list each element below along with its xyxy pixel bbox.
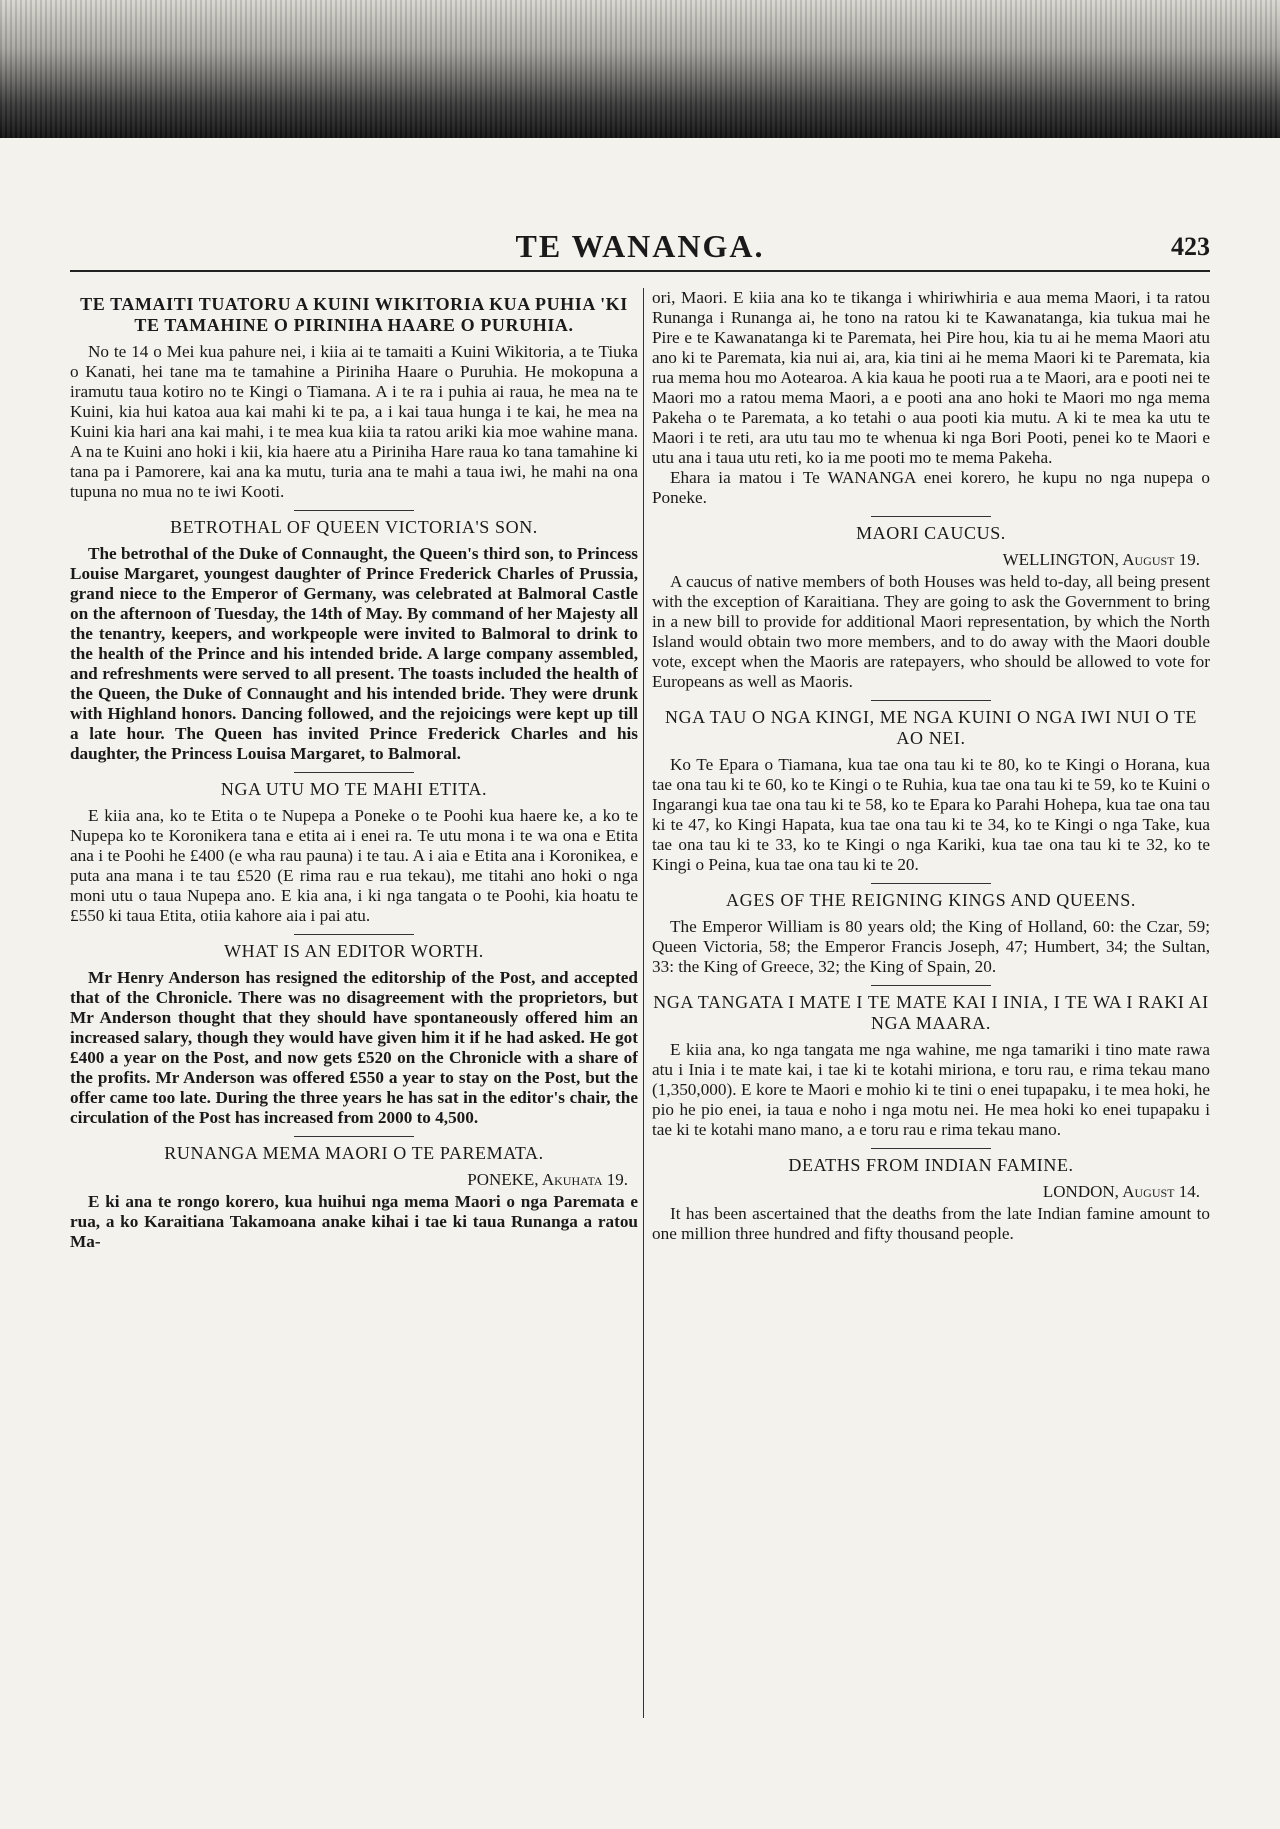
scanned-page-edge [0,0,1280,138]
dateline: LONDON, August 14. [1042,1182,1200,1201]
article-body: It has been ascertained that the deaths from the late Indian famine amount to one million three hundred and fifty thousand people. [652,1204,1210,1243]
article-betrothal-english [70,517,638,764]
article-editor-worth [70,941,638,1128]
article-body: Ko Te Epara o Tiamana, kua tae ona tau ki te 80, ko te Kingi o Horana, kua tae ona tau ki te 60, ko te Kingi o te Ruhia, kua tae ona tau ki te 59, ko te Kuini o Ingarangi kua tae ona tau ki te 58, ko te Epara ko Parahi Hohepa, kua tae ona tau ki te 47, ko Kingi Hapata, kua tae ona tau ki te 34, ko te Kingi o nga Take, kua tae ona tau ki te 33, ko te Kingi o nga Kariki, kua tae ona tau ki te 32, ko te Kingi o Peina, kua tae ona tau ki te 20. [652,755,1210,874]
article-maori-members-meeting-continued [652,288,1210,508]
dateline: PONEKE, Akuhata 19. [467,1170,628,1189]
article-body: No te 14 o Mei kua pahure nei, i kiia ai te tamaiti a Kuini Wikitoria, a te Tiuka o Kanati, hei tane ma te tamahine a Piriniha Haare o Puruhia. He mokopuna a iramutu taua kotiro no te Kingi o Tiamana. A i te ra i puhia ai raua, he mea na te Kuini, kia hui katoa aua kai mahi ki te pa, a i kai taua hunga i te kai, he mea na Kuini kia hari ana kai mahi, i te mea kua kiia ta ratou ariki kia moe wahine mana. A na te Kuini ano hoki i kii, kia haere atu a Piriniha Hare raua ko tana tamahine ki tana pa i Pamorere, kai ana ka mutu, turia ana te mahi a taua iwi, he mahi na ona tupuna no mua no te iwi Kooti. [70,342,638,501]
article-heading: NGA UTU MO TE MAHI ETITA. [220,779,488,799]
article-heading: NGA TANGATA I MATE I TE MATE KAI I INIA, I TE WA I RAKI AI NGA MAARA. [653,992,1209,1033]
article-body: ori, Maori. E kiia ana ko te tikanga i whiriwhiria e aua mema Maori, i ta ratou Runanga i Runanga ai, he tono na ratou ki te Kawanatanga, kia tukua mai he Pire e te Kawanatanga ki te Paremata, hei Pire hou, kia tu ai he mema Maori atu ano ki te Paremata, kia nui ai, ara, kia tini ai he mema Maori ki te Paremata, kia rua mema hou mo Aotearoa. A kia kaua he pooti rua a te Maori, ara e pooti nei te Maori mo a ratou mema Maori, a e pooti ana ano hoki te Maori mo nga mema Pakeha o te Paremata, a ko tetahi o aua pooti kia mutu. A ki te mea ka utu te Maori i te reti, ara utu tau mo te whenua ki nga Bori Pooti, penei ko te Maori e utu ana i taua utu reti, ko ia me pooti mo te mema Pakeha. [652,288,1210,467]
section-separator [871,700,991,701]
article-ages-english [652,890,1210,977]
editorial-note: Ehara ia matou i Te WANANGA enei korero, he kupu no nga nupepa o Poneke. [652,468,1210,507]
article-heading: WHAT IS AN EDITOR WORTH. [224,941,484,961]
page-number: 423 [1171,232,1210,261]
section-separator [294,1136,414,1137]
section-separator [871,883,991,884]
article-ages-maori [652,707,1210,875]
article-royal-betrothal-maori [70,294,638,502]
article-heading: RUNANGA MEMA MAORI O TE PAREMATA. [164,1143,544,1163]
dateline: WELLINGTON, August 19. [1002,550,1200,569]
newspaper-title: TE WANANGA. [515,228,765,264]
article-heading: BETROTHAL OF QUEEN VICTORIA'S SON. [170,517,538,537]
right-column [652,288,1210,1728]
article-editor-pay-maori [70,779,638,926]
article-body: A caucus of native members of both Houses was held to-day, all being present with the exception of Karaitiana. They are going to ask the Government to bring in a new bill to provide for additional Maori representation, by which the North Island would obtain two more members, and to do away with the Maori double vote, except when the Maoris are ratepayers, who should be allowed to vote for Europeans as well as Maoris. [652,572,1210,691]
section-separator [871,516,991,517]
article-body: E kiia ana, ko nga tangata me nga wahine, me nga tamariki i tino mate rawa atu i Inia i te mate kai, i tae ki te kotahi miriona, e toru rau, e rima tekau mano (1,350,000). E kore te Maori e mohio ki te tini o enei tupapaku, i te mea hoki, he pio he pio enei, ia taua e noho i nga motu nei. He mea hoki ko enei tupapaku i tae ki te kotahi mano mano, a e toru rau e rima tekau mano. [652,1040,1210,1139]
left-column [70,288,638,1728]
article-heading: DEATHS FROM INDIAN FAMINE. [788,1155,1074,1175]
article-body: E kiia ana, ko te Etita o te Nupepa a Poneke o te Poohi kua haere ke, a ko te Nupepa ko te Koronikera tana e etita ai i enei ra. Te utu mona i te wa ona e Etita ana i te Poohi he £400 (e wha rau pauna) i te tau. A i aia e Etita ana i Koronikea, e puta ana mana i te tau £520 (E rima rau e rua tekau), me titahi ano hoki o nga moni utu o taua Nupepa ano. E kia ana, i ki nga tangata o te Poohi, kia hoatu te £550 ki taua Etita, otiia kahore aia i pai atu. [70,806,638,925]
article-maori-caucus [652,523,1210,692]
section-separator [294,934,414,935]
article-maori-members-meeting [70,1143,638,1252]
section-separator [871,1148,991,1149]
article-heading: AGES OF THE REIGNING KINGS AND QUEENS. [726,890,1136,910]
column-divider [643,288,644,1718]
section-separator [294,772,414,773]
article-famine-maori [652,992,1210,1140]
article-body: The betrothal of the Duke of Connaught, the Queen's third son, to Princess Louise Margaret, youngest daughter of Prince Frederick Charles of Prussia, grand niece to the Emperor of Germany, was celebrated at Balmoral Castle on the afternoon of Tuesday, the 14th of May. By command of her Majesty all the tenantry, keepers, and workpeople were invited to Balmoral to drink to the health of the Prince and his intended bride. A large company assembled, and refreshments were served to all present. The toasts included the health of the Queen, the Duke of Connaught and his intended bride. They were drunk with Highland honors. Dancing followed, and the rejoicings were kept up till a late hour. The Queen has invited Prince Frederick Charles and his daughter, the Princess Louisa Margaret, to Balmoral. [70,544,638,763]
article-body: E ki ana te rongo korero, kua huihui nga mema Maori o nga Paremata e rua, a ko Karaitiana Takamoana anake kihai i tae ki taua Runanga a ratou Ma- [70,1192,638,1251]
article-heading: TE TAMAITI TUATORU A KUINI WIKITORIA KUA PUHIA 'KI TE TAMAHINE O PIRINIHA HAARE O PURUHIA. [80,294,628,335]
section-separator [294,510,414,511]
article-heading: NGA TAU O NGA KINGI, ME NGA KUINI O NGA IWI NUI O TE AO NEI. [664,707,1198,748]
section-separator [871,985,991,986]
article-body: Mr Henry Anderson has resigned the editorship of the Post, and accepted that of the Chronicle. There was no disagreement with the proprietors, but Mr Anderson thought that they should have spontaneously offered him an increased salary, though they would have given him it if he had asked. He got £400 a year on the Post, and now gets £520 on the Chronicle with a share of the profits. Mr Anderson was offered £550 a year to stay on the Post, but the offer came too late. During the three years he has sat in the editor's chair, the circulation of the Post has increased from 2000 to 4,500. [70,968,638,1127]
article-heading: MAORI CAUCUS. [856,523,1006,543]
masthead [70,228,1210,272]
article-body: The Emperor William is 80 years old; the King of Holland, 60: the Czar, 59; Queen Victoria, 58; the Emperor Francis Joseph, 47; Humbert, 34; the Sultan, 33: the King of Greece, 32; the King of Spain, 20. [652,917,1210,976]
article-famine-english [652,1155,1210,1244]
